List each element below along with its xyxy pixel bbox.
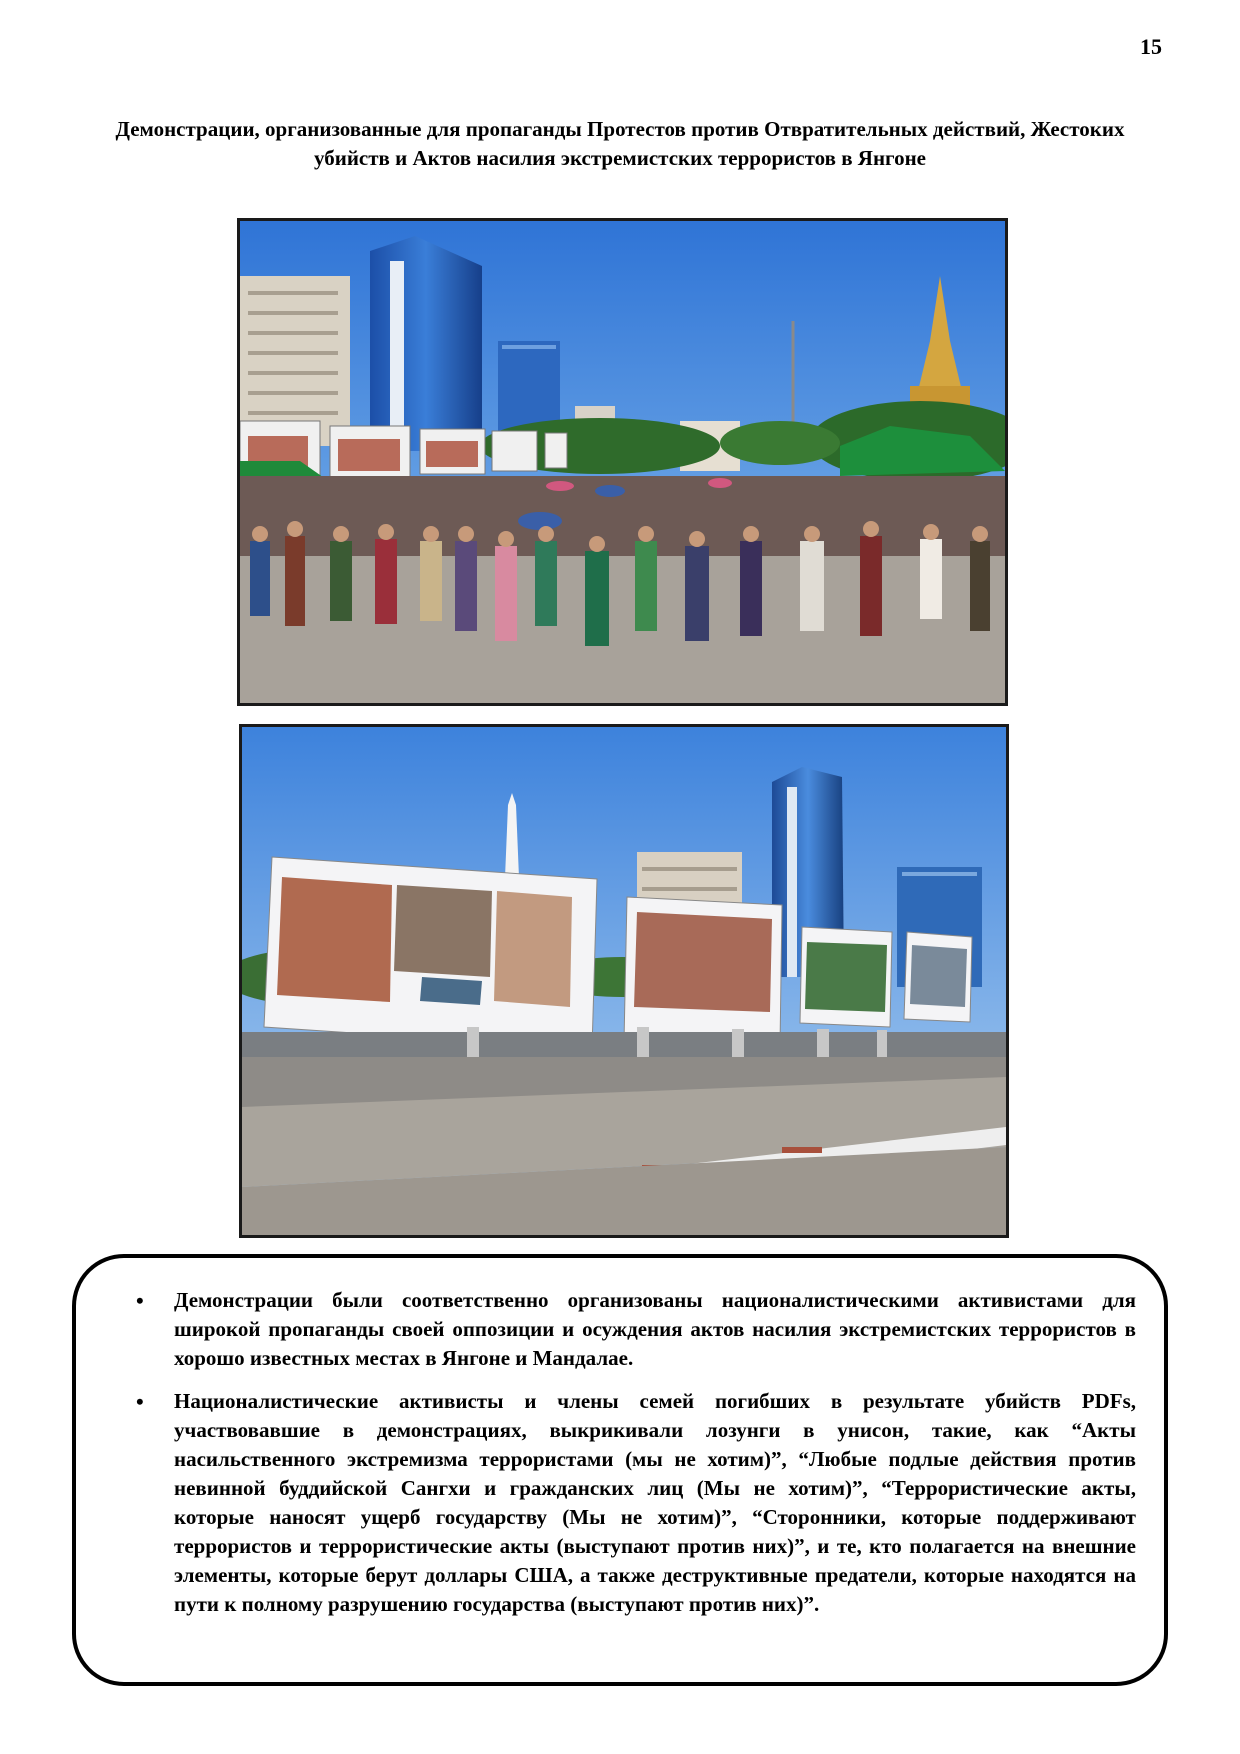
- banner-display-photo: [239, 724, 1009, 1238]
- page-title: Демонстрации, организованные для пропаганды Протестов против Отвратительных действий, Жестоких убийств и Актов насилия экстремистских террористов в Янгоне: [115, 117, 1125, 170]
- bullet-text: Демонстрации были соответственно организованы националистическими активистами для широкой пропаганды своей оппозиции и осуждения актов насилия экстремистских террористов в хорошо известных местах в Янгоне и Мандалае.: [174, 1288, 1136, 1370]
- list-item: [136, 1286, 1136, 1373]
- crowd-demonstration-illustration: [240, 221, 1005, 703]
- bullet-list: [136, 1286, 1136, 1619]
- page-number: 15: [1140, 34, 1162, 59]
- banner-display-illustration: [242, 727, 1006, 1235]
- crowd-demonstration-photo: [237, 218, 1008, 706]
- bullet-icon: •: [136, 1389, 144, 1414]
- bullet-icon: •: [136, 1288, 144, 1313]
- list-item: [136, 1387, 1136, 1619]
- bullet-text: Националистические активисты и члены семей погибших в результате убийств PDFs, участвовавшие в демонстрациях, выкрикивали лозунги в унисон, такие, как “Акты насильственного экстремизма террористами (мы не хотим)”, “Любые подлые действия против невинной буддийской Сангхи и гражданских лиц (Мы не хотим)”, “Террористические акты, которые наносят ущерб государству (Мы не хотим)”, “Сторонники, которые поддерживают террористов и террористические акты (выступают против них)”, и те, кто полагается на внешние элементы, которые берут доллары США, а также деструктивные предатели, которые находятся на пути к полному разрушению государства (выступают против них)”.: [174, 1389, 1136, 1616]
- info-box: [72, 1254, 1168, 1686]
